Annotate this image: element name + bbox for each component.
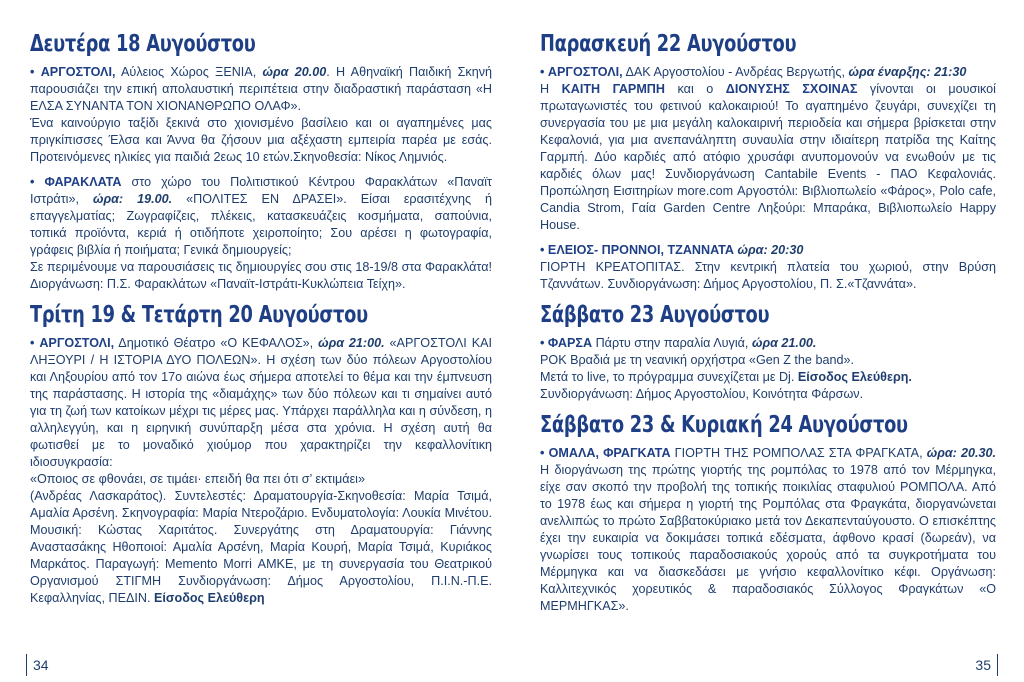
event-argostoli-dak: • ΑΡΓΟΣΤΟΛΙ, ΔΑΚ Αργοστολίου - Ανδρέας Βεργωτής, ώρα έναρξης: 21:30 Η ΚΑΙΤΗ ΓΑΡΜΠΗ και ο ΔΙΟΝΥΣΗΣ ΣΧΟΙΝΑΣ γίνονται οι μουσικοί πρωταγωνιστές του φετινού καλοκαιριού! Το αγαπημένο ζευγάρι, συνεχίζει τη συνεργασία του με μια μεγάλη καλοκαιρινή περιοδεία και σήμερα βρίσκεται στην Κεφαλονιά, για μια ανεπανάληπτη συναυλία στην ιδιαίτερη πατρίδα της Καίτης Γαρμπή. Δύο καρδιές από ατόφιο χρυσάφι ανυπομονούν να ενωθούν με τις καρδιές όλων μας! Συνδιοργάνωση Cantabile Events - ΠΑΟ Κεφαλονιάς. Προπώληση Εισιτηρίων more.com Αργοστόλι: Βιβλιοπωλείο «Φάρος», Polo cafe, Candia Strom, Γαία Garden Centre Ληξούρι: Μπαράκα, Βιβλιοπωλείο Happy House. <box>540 65 996 232</box>
heading-saturday-23: Σάββατο 23 Αυγούστου <box>540 302 770 328</box>
heading-monday-18: Δευτέρα 18 Αυγούστου <box>30 31 256 57</box>
event-eleios-pronnoi: • ΕΛΕΙΟΣ- ΠΡΟΝΝΟΙ, ΤΖΑΝΝΑΤΑ ώρα: 20:30 ΓΙΟΡΤΗ ΚΡΕΑΤΟΠΙΤΑΣ. Στην κεντρική πλατεία του χωριού, στην Βρύση Τζαννάτων. Συνδιοργάνωση: Δήμος Αργοστολίου, Π. Σ.«Τζαννάτα». <box>540 243 996 291</box>
right-page <box>540 30 996 615</box>
heading-tuesday-wednesday: Τρίτη 19 & Τετάρτη 20 Αυγούστου <box>30 302 368 328</box>
event-faraklata: • ΦΑΡΑΚΛΑΤΑ στο χώρο του Πολιτιστικού Κέντρου Φαρακλάτων «Παναϊτ Ιστράτι», ώρα: 19.00. «ΠΟΛΙΤΕΣ ΕΝ ΔΡΑΣΕΙ». Είσαι ερασιτέχνης ή επαγγελματίας; Ζωγραφίζεις, πλέκεις, κατασκευάζεις κοσμήματα, σαπούνια, τοπικά προϊόντα, κεριά ή οτιδήποτε χειροποίητο; Σου αρέσει η φωτογραφία, γράφεις βιβλία ή ποιήματα; Γενικά δημιουργείς; Σε περιμένουμε να παρουσιάσεις τις δημιουργίες σου στις 18-19/8 στα Φαρακλάτα! Διοργάνωση: Π.Σ. Φαρακλάτων «Παναϊτ-Ιστράτι-Κυκλώπεια Τείχη». <box>30 175 493 291</box>
heading-saturday-sunday: Σάββατο 23 & Κυριακή 24 Αυγούστου <box>540 412 908 438</box>
event-argostoli-kefalos: • ΑΡΓΟΣΤΟΛΙ, Δημοτικό Θέατρο «Ο ΚΕΦΑΛΟΣ», ώρα 21:00. «ΑΡΓΟΣΤΟΛΙ ΚΑΙ ΛΗΞΟΥΡΙ / Η ΙΣΤΟΡΙΑ ΔΥΟ ΠΟΛΕΩΝ». Η σχέση των δύο πόλεων Αργοστολίου και Ληξουρίου από τον 17ο αιώνα έως σήμερα αποτελεί το θέμα και την έμπνευση της παράστασης. Η ιστορία της «διαμάχης» των δύο πόλεων και τι σημαίνει αυτό για τη ζωή των κατοίκων μέχρι τις μέρες μας. Υπάρχει παράλληλα και η σύνδεση, η αλληλεγγύη, και η ειρηνική συνύπαρξη μέσα στα χρόνια. Η σχέση αυτή θα φωτισθεί με το μοναδικό χιούμορ που χαρακτηρίζει την κεφαλλονίτικη ιδιοσυγκρασία: «Οποιος σε φθονάει, σε τιμάει· επειδή θα πει ότι σ’ εκτιμάει» (Ανδρέας Λασκαράτος). Συντελεστές: Δραματουργία-Σκηνοθεσία: Μαρία Τσιμά, Αμαλία Αρσένη. Σκηνογραφία: Μαρία Ντεροζάριο. Ενδυματολογία: Λουκία Μινέτου. Μουσική: Κώστας Χαριτάτος. Συνεργάτης στη Δραματουργία: Γιάννης Αναστασάκης Ηθοποιοί: Αμαλία Αρσένη, Μαρία Κουρή, Μαρία Τσιμά, Κυριάκος Μαρκάτος. Παραγωγή: Memento Morri ΑΜΚΕ, με τη συνεργασία του Θεατρικού Οργανισμού ΣΤΙΓΜΗ Συνδιοργάνωση: Δήμος Αργοστολίου, Π.Ι.Ν.-Π.Ε. Κεφαλληνίας, ΠΕΔΙΝ. Είσοδος Ελεύθερη <box>30 336 493 605</box>
heading-friday-22: Παρασκευή 22 Αυγούστου <box>540 31 797 57</box>
event-argostoli-xenia: • ΑΡΓΟΣΤΟΛΙ, Αύλειος Χώρος ΞΕΝΙΑ, ώρα 20.00. Η Αθηναϊκή Παιδική Σκηνή παρουσιάζει την επική απολαυστική περιπέτεια στην διαδραστική παράσταση «Η ΕΛΣΑ ΣΥΝΑΝΤΑ ΤΟΝ ΧΙΟΝΑΝΘΡΩΠΟ ΟΛΑΦ». Ένα καινούργιο ταξίδι ξεκινά στο χιονισμένο βασίλειο και οι αγαπημένες μας πριγκίπισσες Έλσα και Άννα θα ζήσουν μια αξέχαστη εμπειρία παρέα με εσάς. Προτεινόμενες ηλικίες για παιδιά 2εως 10 ετών.Σκηνοθεσία: Νίκος Λημνιός. <box>30 65 492 164</box>
left-page <box>30 30 492 607</box>
page-number-left: 34 <box>26 654 49 676</box>
event-omala-fragkata: • ΟΜΑΛΑ, ΦΡΑΓΚΑΤΑ ΓΙΟΡΤΗ ΤΗΣ ΡΟΜΠΟΛΑΣ ΣΤΑ ΦΡΑΓΚΑΤΑ, ώρα: 20.30. Η διοργάνωση της πρώτης γιορτής της ρομπόλας το 1978 από τον Μέρμηγκα, είχε σαν σκοπό την προβολή της τοπικής ποικιλίας σταφυλιού ΡΟΜΠΟΛΑ. Από το 1978 έως και σήμερα η γιορτή της Ρομπόλας στα Φραγκάτα, διοργανώνεται ανελλιπώς το πρώτο Σαββατοκύριακο μετά τον Δεκαπενταύγουστο. Ο επισκέπτης έχει την ευκαιρία να δοκιμάσει τοπικά εδέσματα, άφθονο κρασί (δωρεάν), να γνωρίσει τους τοπικούς παραδοσιακούς χορούς από τα συγκροτήματα του Μέρμηγκα και να διασκεδάσει με γνήσιο κεφαλλονίτικο κέφι. Οργάνωση: Καλλιτεχνικός χορευτικός & παραδοσιακός Σύλλογος Φραγκάτων «Ο ΜΕΡΜΗΓΚΑΣ». <box>540 446 996 613</box>
page-number-right: 35 <box>975 654 998 676</box>
event-farsa: • ΦΑΡΣΑ Πάρτυ στην παραλία Λυγιά, ώρα 21.00. ΡΟΚ Βραδιά με τη νεανική ορχήστρα «Gen Z the band». Μετά το live, το πρόγραμμα συνεχίζεται με Dj. Είσοδος Ελεύθερη. Συνδιοργάνωση: Δήμος Αργοστολίου, Κοινότητα Φάρσων. <box>540 336 912 401</box>
